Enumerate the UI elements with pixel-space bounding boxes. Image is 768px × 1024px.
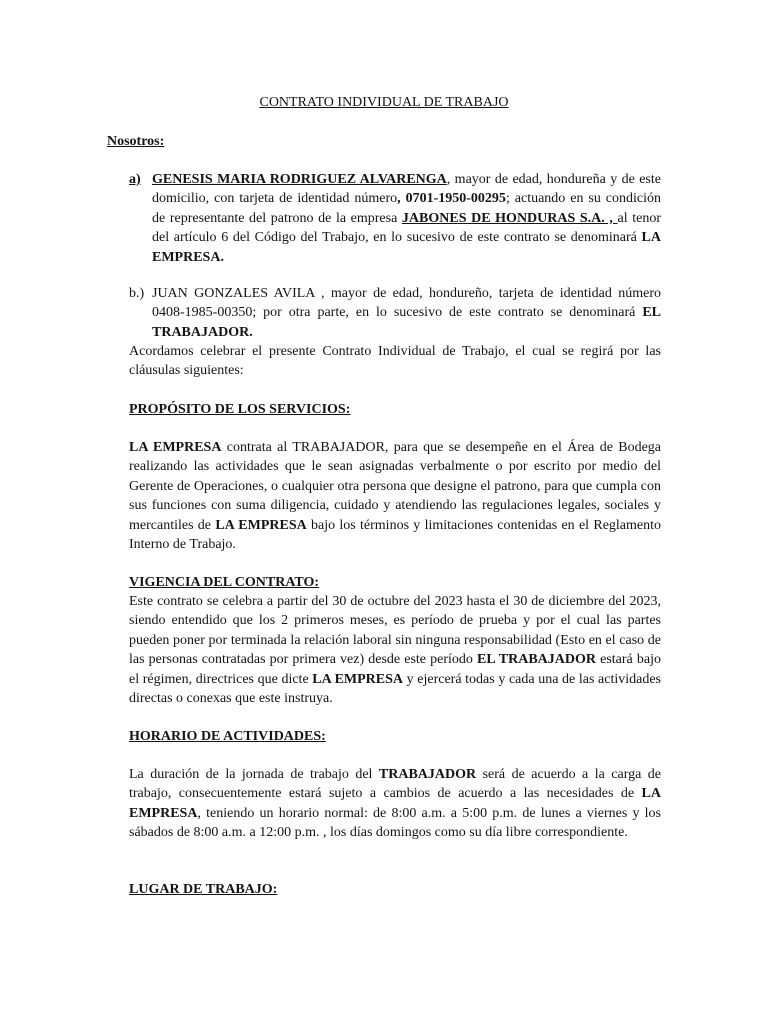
party-b-text-1: JUAN GONZALES AVILA , mayor de edad, hondureño, tarjeta de identidad número 0408-1985-00350; por otra parte, en lo sucesivo de este contrato se denominará	[152, 286, 661, 321]
horario-paragraph: La duración de la jornada de trabajo del TRABAJADOR será de acuerdo a la carga de trabajo, consecuentemente estará sujeto a cambios de acuerdo a las necesidades de LA EMPRESA, teniendo un horario normal: de 8:00 a.m. a 5:00 p.m. de lunes a viernes y los sábados de 8:00 a.m. a 12:00 p.m. , los días domingos como su día libre correspondiente.	[129, 767, 661, 841]
section-heading-horario: HORARIO DE ACTIVIDADES:	[129, 729, 326, 744]
party-a-name: GENESIS MARIA RODRIGUEZ ALVARENGA	[152, 172, 447, 187]
party-a-alias: LA EMPRESA.	[152, 230, 661, 265]
section-heading-proposito: PROPÓSITO DE LOS SERVICIOS:	[129, 402, 351, 417]
party-b-label: b.)	[129, 286, 145, 301]
agreement-paragraph: Acordamos celebrar el presente Contrato Individual de Trabajo, el cual se regirá por las cláusulas siguientes:	[129, 344, 661, 379]
party-b-paragraph	[129, 284, 661, 342]
party-a-id-number: , 0701-1950-00295	[397, 191, 506, 207]
intro-heading: Nosotros:	[107, 134, 165, 149]
document-title: CONTRATO INDIVIDUAL DE TRABAJO	[259, 95, 509, 110]
party-a-label: a)	[129, 172, 141, 187]
party-a-text-1: , mayor de edad, hondureña y de este domicilio, con tarjeta de identidad número	[152, 172, 661, 207]
section-heading-lugar: LUGAR DE TRABAJO:	[129, 882, 278, 897]
section-heading-vigencia: VIGENCIA DEL CONTRATO:	[129, 575, 320, 590]
proposito-paragraph: LA EMPRESA contrata al TRABAJADOR, para que se desempeñe en el Área de Bodega realizando las actividades que le sean asignadas verbalmente o por escrito por medio del Gerente de Operaciones, o cualquier otra persona que designe el patrono, para que cumpla con sus funciones con suma diligencia, cuidado y atendiendo las regulaciones legales, sociales y mercantiles de LA EMPRESA bajo los términos y limitaciones contenidas en el Reglamento Interno de Trabajo.	[129, 440, 662, 553]
vigencia-paragraph: Este contrato se celebra a partir del 30 de octubre del 2023 hasta el 30 de diciembre del 2023, siendo entendido que los 2 primeros meses, es período de prueba y por el cual las partes pueden poner por terminada la relación laboral sin ninguna responsabilidad (Esto en el caso de las personas contratadas por primera vez) desde este período EL TRABAJADOR estará bajo el régimen, directrices que dicte LA EMPRESA y ejercerá todas y cada una de las actividades directas o conexas que este instruya.	[129, 594, 662, 707]
party-a-text-3: al tenor del artículo 6 del Código del Trabajo, en lo sucesivo de este contrato se denominará	[152, 210, 661, 246]
party-b-alias: EL TRABAJADOR.	[152, 305, 661, 340]
party-a-company: JABONES DE HONDURAS S.A. ,	[401, 210, 618, 226]
party-a-paragraph	[129, 170, 661, 267]
party-a-text-2: ; actuando en su condición de representante del patrono de la empresa	[152, 191, 662, 226]
